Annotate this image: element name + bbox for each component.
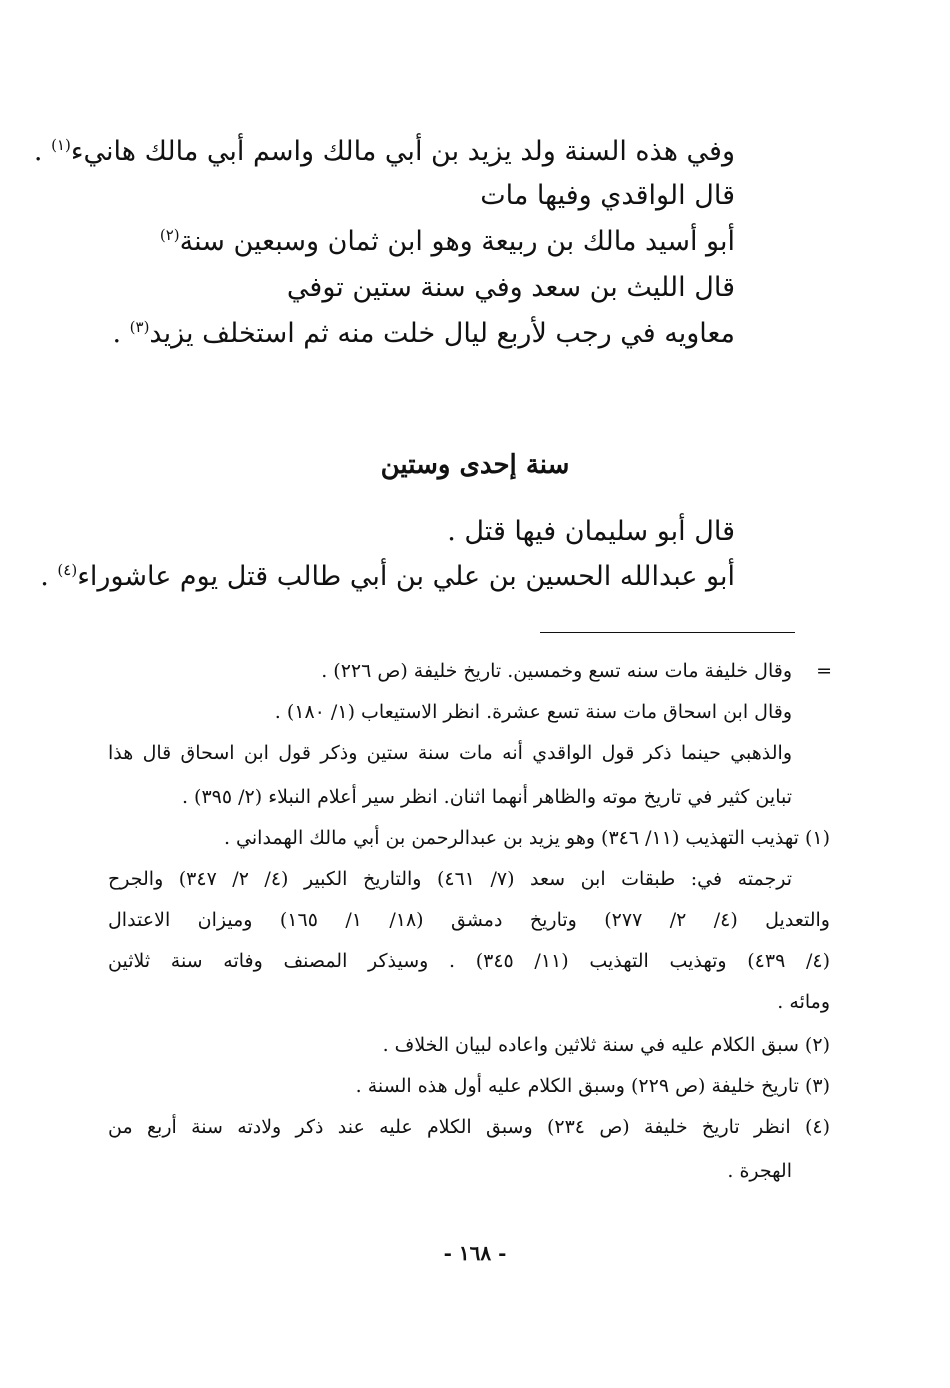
main-line: قال الليث بن سعد وفي سنة ستين توفي (286, 272, 735, 303)
main-line: وفي هذه السنة ولد يزيد بن أبي مالك واسم أبي مالك هانيء$^{(١)}$ . (33, 136, 735, 167)
footnote-separator (540, 632, 795, 633)
footnote-ref[interactable]: (٤) (57, 561, 78, 579)
main-line: قال الواقدي وفيها مات (480, 180, 735, 211)
footnote-1: (١) تهذيب التهذيب (١١/ ٣٤٦) وهو يزيد بن عبدالرحمن بن أبي مالك الهمداني . (223, 827, 830, 849)
footnote-line: وقال خليفة مات سنه تسع وخمسين. تاريخ خليفة (ص ٢٢٦) . (321, 660, 792, 682)
main-line: معاويه في رجب لأربع ليال خلت منه ثم استخلف يزيد$^{(٣)}$ . (112, 318, 735, 349)
footnote-2: (٢) سبق الكلام عليه في سنة ثلاثين واعاده لبيان الخلاف . (382, 1034, 830, 1056)
section-heading: سنة إحدى وستين (380, 450, 570, 480)
footnote-line: والذهبي حينما ذكر قول الواقدي أنه مات سنة ستين وذكر قول ابن اسحاق قال هذا (108, 742, 792, 764)
footnote-line: ترجمته في: طبقات ابن سعد (٧/ ٤٦١) والتاريخ الكبير (٤/ ٢/ ٣٤٧) والجرح (108, 868, 792, 890)
footnote-line: (٤/ ٤٣٩) وتهذيب التهذيب (١١/ ٣٤٥) . وسيذكر المصنف وفاته سنة ثلاثين (108, 950, 830, 972)
footnote-line: ومائه . (777, 991, 830, 1013)
footnote-line: وقال ابن اسحاق مات سنة تسع عشرة. انظر الاستيعاب (١/ ١٨٠) . (274, 701, 792, 723)
continuation-marker: = (816, 660, 832, 682)
main-line: أبو أسيد مالك بن ربيعة وهو ابن ثمان وسبعين سنة$^{(٢)}$ (159, 226, 735, 257)
footnote-line: تباين كثير في تاريخ موته والظاهر أنهما اثنان. انظر سير أعلام النبلاء (٢/ ٣٩٥) . (181, 786, 792, 808)
main-line: قال أبو سليمان فيها قتل . (447, 516, 735, 547)
main-line: أبو عبدالله الحسين بن علي بن أبي طالب قتل يوم عاشوراء$^{(٤)}$ . (40, 561, 735, 592)
footnote-4: (٤) انظر تاريخ خليفة (ص ٢٣٤) وسبق الكلام عليه عند ذكر ولادته سنة أربع من (108, 1116, 830, 1138)
page-number: - ١٦٨ - (443, 1241, 507, 1265)
footnote-3: (٣) تاريخ خليفة (ص ٢٢٩) وسبق الكلام عليه أول هذه السنة . (355, 1075, 830, 1097)
footnote-line: الهجرة . (727, 1160, 792, 1182)
footnote-ref[interactable]: (٣) (129, 318, 150, 336)
footnote-line: والتعديل (٤/ ٢/ ٢٧٧) وتاريخ دمشق (١٨/ ١/ ١٦٥) وميزان الاعتدال (108, 909, 830, 931)
footnote-ref[interactable]: (٢) (159, 226, 180, 244)
footnote-ref[interactable]: (١) (51, 136, 71, 154)
